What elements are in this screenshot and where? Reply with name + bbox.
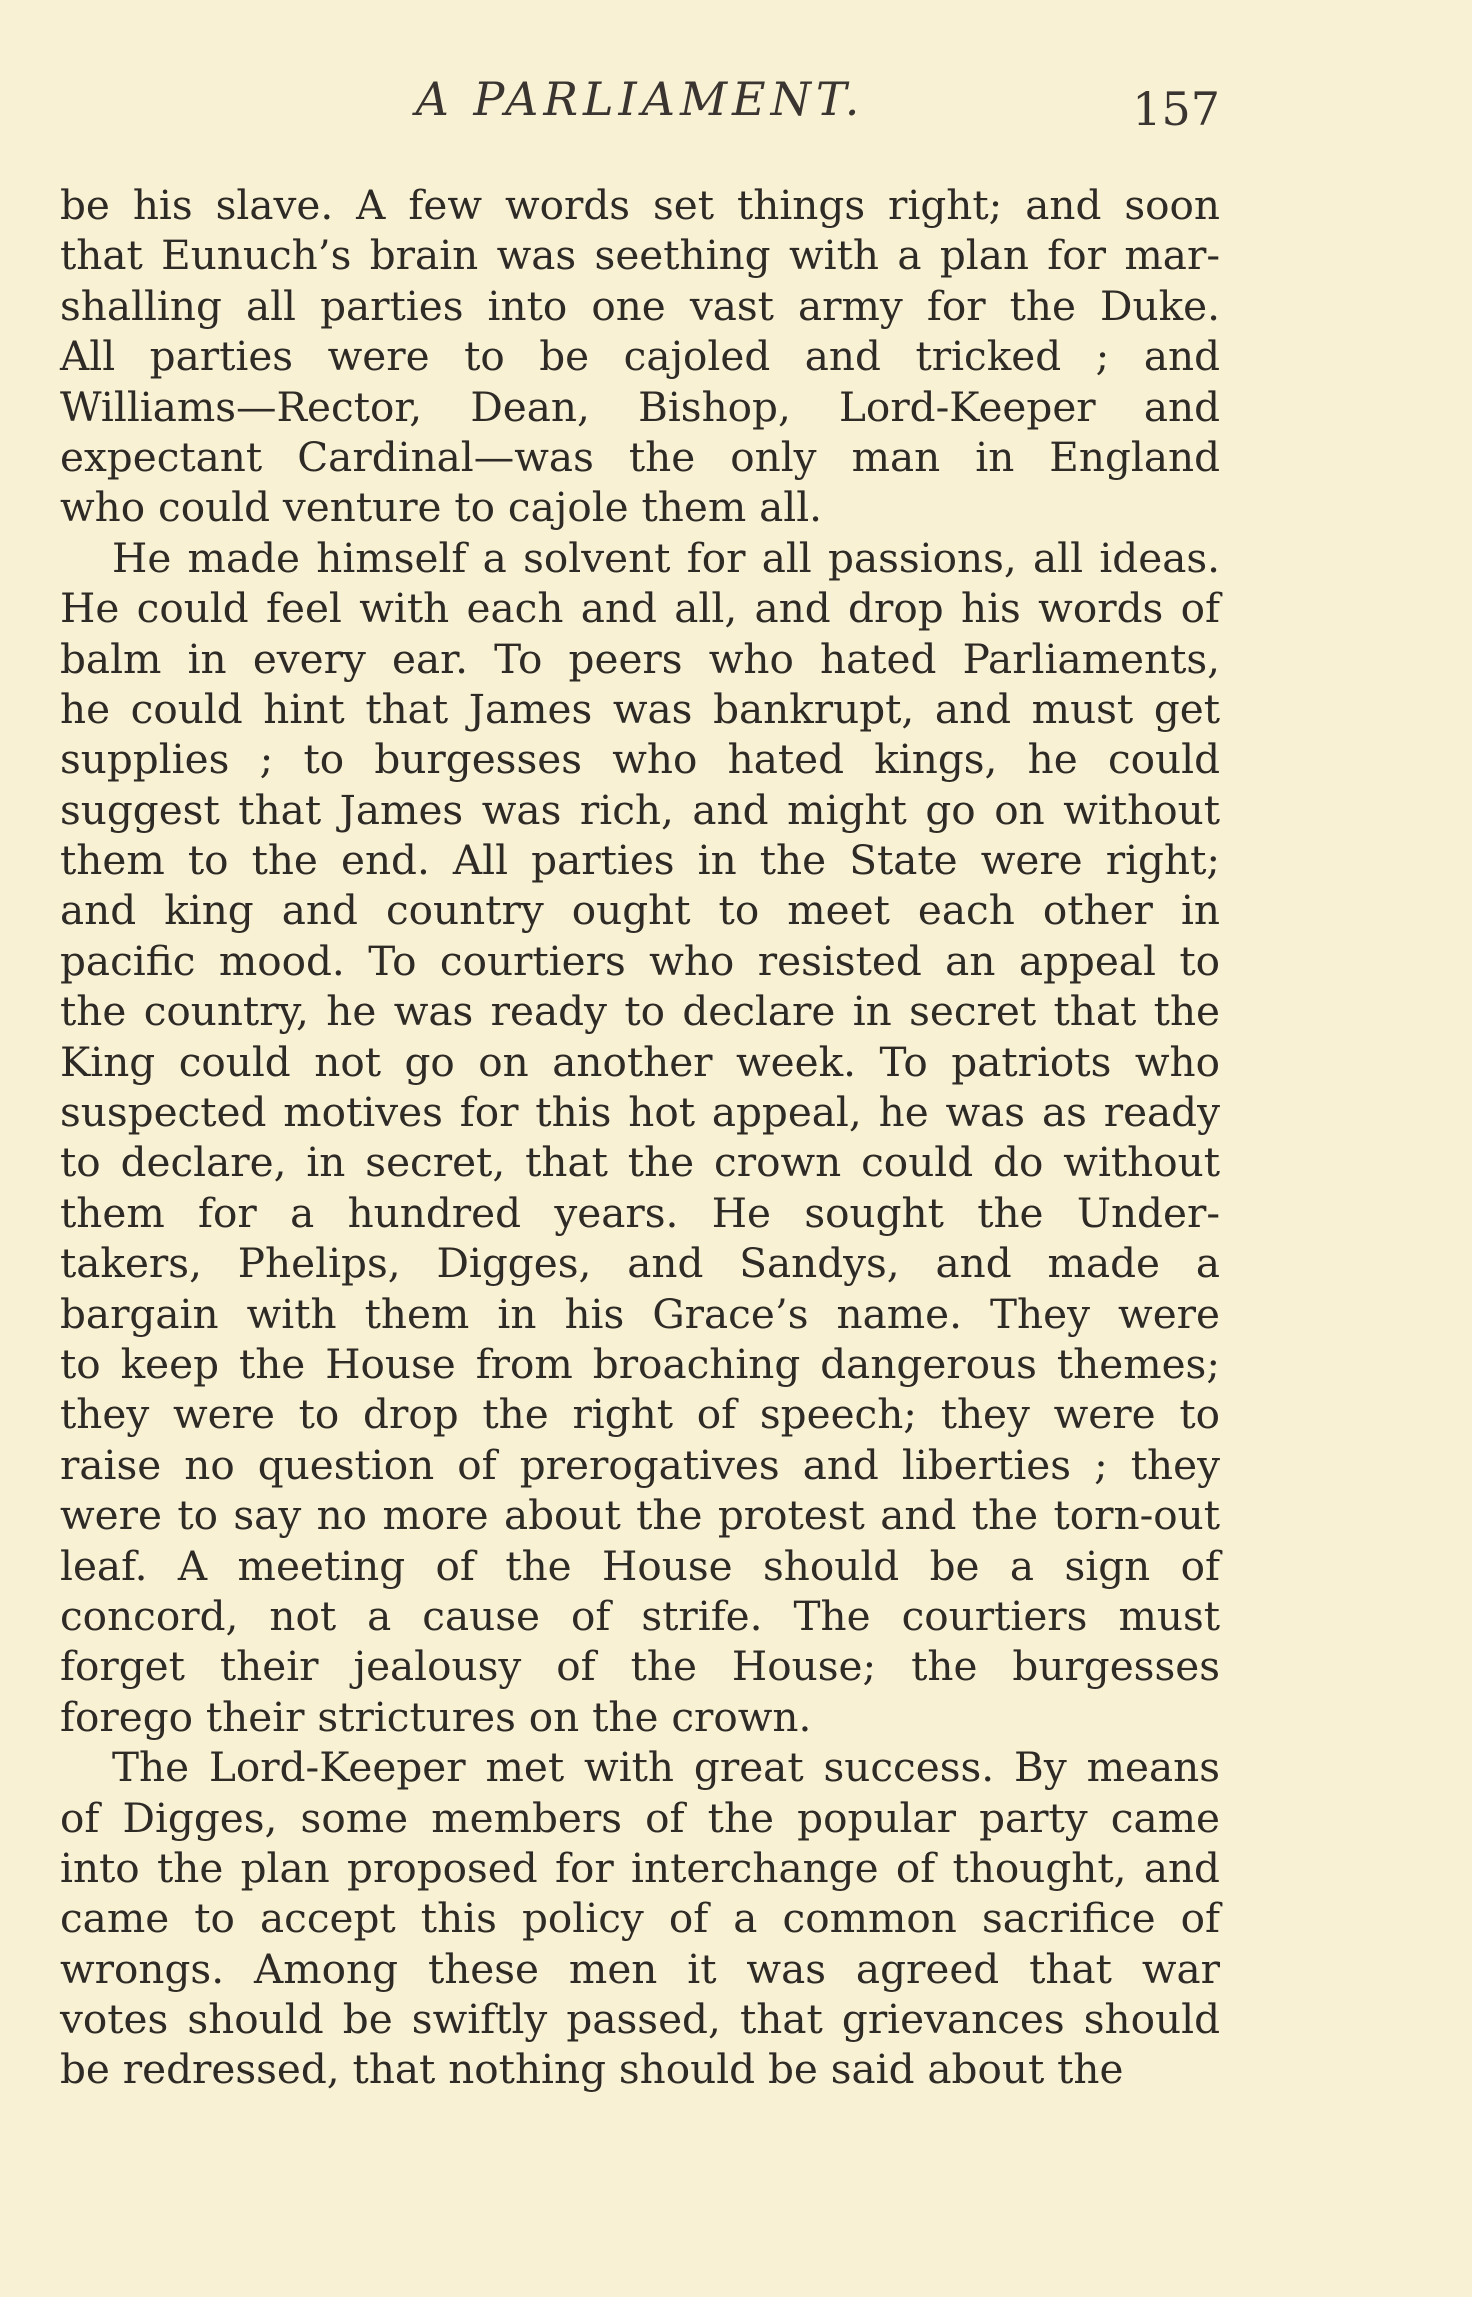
text-line: of Digges, some members of the popular party came [60, 1793, 1220, 1842]
text-line: suggest that James was rich, and might go on without [60, 785, 1220, 834]
text-line: came to accept this policy of a common sacrifice of [60, 1894, 1220, 1943]
text-line: and king and country ought to meet each other in [60, 886, 1220, 935]
text-line: who could venture to cajole them all. [60, 483, 823, 532]
page-number: 157 [1132, 82, 1220, 136]
text-line: into the plan proposed for interchange of thought, and [60, 1843, 1220, 1892]
text-line: be redressed, that nothing should be said about the [60, 2045, 1124, 2094]
text-line: them to the end. All parties in the State were right; [60, 836, 1220, 885]
paragraph [60, 180, 1220, 533]
text-line: concord, not a cause of strife. The courtiers must [60, 1591, 1220, 1640]
text-line: takers, Phelips, Digges, and Sandys, and made a [60, 1239, 1220, 1288]
text-line: balm in every ear. To peers who hated Parliaments, [60, 634, 1220, 683]
text-line: Williams—Rector, Dean, Bishop, Lord-Keeper and [60, 382, 1220, 431]
text-line: King could not go on another week. To patriots who [60, 1037, 1220, 1086]
text-line: the country, he was ready to declare in secret that the [60, 987, 1220, 1036]
text-line: he could hint that James was bankrupt, and must get [60, 684, 1220, 733]
paragraph [60, 1742, 1220, 2095]
text-line: to declare, in secret, that the crown could do without [60, 1138, 1220, 1187]
text-line: were to say no more about the protest and the torn-out [60, 1491, 1220, 1540]
text-line: that Eunuch’s brain was seething with a plan for mar- [60, 231, 1220, 280]
text-line: raise no question of prerogatives and liberties ; they [60, 1440, 1220, 1489]
text-line: wrongs. Among these men it was agreed that war [60, 1944, 1220, 1993]
body-text [60, 180, 1220, 2095]
text-line: He could feel with each and all, and drop his words of [60, 584, 1220, 633]
text-line: All parties were to be cajoled and tricked ; and [60, 332, 1220, 381]
text-line: them for a hundred years. He sought the Under- [60, 1188, 1220, 1237]
text-line: they were to drop the right of speech; they were to [60, 1390, 1220, 1439]
text-line: suspected motives for this hot appeal, he was as ready [60, 1088, 1220, 1137]
text-line: be his slave. A few words set things right; and soon [60, 181, 1220, 229]
text-line: votes should be swiftly passed, that grievances should [60, 1995, 1220, 2044]
text-line: forego their strictures on the crown. [60, 1692, 812, 1741]
text-line: He made himself a solvent for all passions, all ideas. [112, 533, 1220, 582]
text-line: shalling all parties into one vast army for the Duke. [60, 281, 1220, 330]
running-head [60, 72, 1220, 152]
text-line: leaf. A meeting of the House should be a sign of [60, 1541, 1220, 1590]
text-line: supplies ; to burgesses who hated kings, he could [60, 735, 1220, 784]
text-line: The Lord-Keeper met with great success. By means [112, 1743, 1220, 1792]
text-line: pacific mood. To courtiers who resisted an appeal to [60, 936, 1220, 985]
text-line: forget their jealousy of the House; the burgesses [60, 1642, 1220, 1691]
text-line: expectant Cardinal—was the only man in England [60, 432, 1220, 481]
running-title: A PARLIAMENT. [415, 72, 865, 126]
paragraph [60, 533, 1220, 1742]
text-line: to keep the House from broaching dangerous themes; [60, 1339, 1220, 1388]
text-line: bargain with them in his Grace’s name. They were [60, 1289, 1220, 1338]
